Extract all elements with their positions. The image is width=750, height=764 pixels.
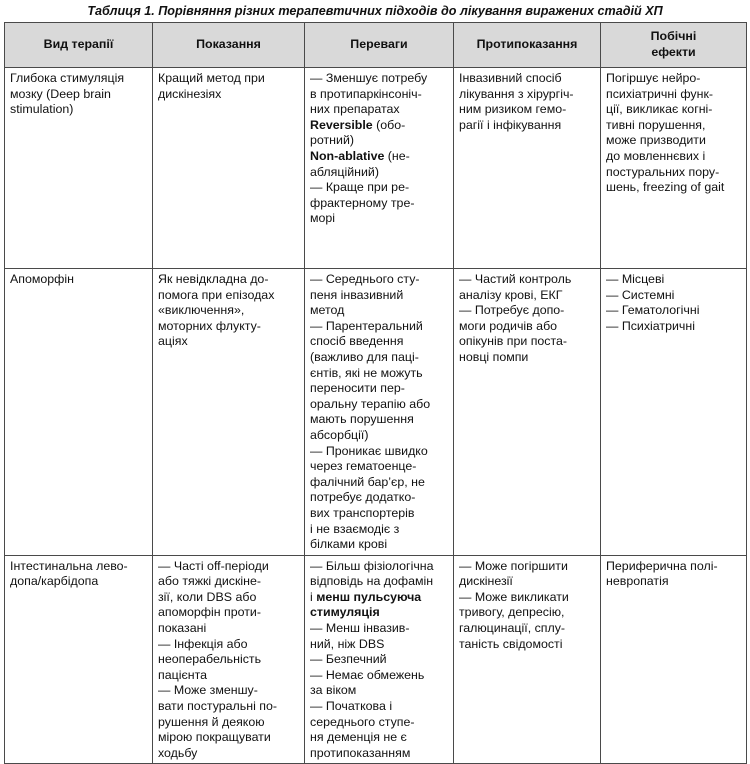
cell-line: невропатія	[606, 574, 669, 589]
therapy-comparison-table	[4, 22, 747, 764]
cell-text: (обо-	[372, 117, 406, 132]
cell-line: помога при епізодах	[158, 287, 275, 302]
header-side-effects	[601, 23, 747, 68]
cell-line: допа/карбідопа	[10, 574, 99, 589]
cell-line: фрактерному тре-	[310, 195, 415, 210]
cell-line: переносити пер-	[310, 381, 405, 396]
cell-line: Як невідкладна до-	[158, 272, 269, 286]
bold-term: Reversible	[310, 117, 373, 132]
cell-line: — Середнього сту-	[310, 272, 420, 286]
cell-line: Кращий метод при	[158, 71, 265, 85]
cell-line: Глибока стимуляція	[10, 71, 125, 85]
bold-term: стимуляція	[310, 605, 380, 620]
cell-type	[5, 555, 153, 764]
cell-advantages	[305, 68, 454, 269]
cell-line: моги родичів або	[459, 318, 558, 333]
cell-line: постуральних пору-	[606, 164, 720, 179]
cell-text: і	[310, 589, 317, 604]
table-row	[5, 68, 747, 269]
cell-line: вих транспортерів	[310, 505, 415, 520]
cell-line: — Проникає швидко	[310, 443, 428, 458]
cell-line: показані	[158, 621, 207, 636]
cell-line: stimulation)	[10, 102, 74, 117]
cell-line: — Місцеві	[606, 272, 665, 286]
header-advantages: Переваги	[305, 23, 454, 68]
cell-line: ня деменція не є	[310, 730, 407, 745]
header-contraindications: Протипоказання	[454, 23, 601, 68]
cell-side-effects	[601, 68, 747, 269]
cell-line: — Частий контроль	[459, 272, 572, 286]
cell-line: лікування з хірургіч-	[459, 86, 574, 101]
cell-indications	[153, 555, 305, 764]
cell-indications	[153, 269, 305, 556]
cell-line: дискінезіях	[158, 86, 222, 101]
cell-line: потребує додатко-	[310, 490, 416, 505]
table-row	[5, 555, 747, 764]
cell-line: — Менш інвазив-	[310, 621, 410, 636]
cell-line: «виключення»,	[158, 303, 245, 318]
cell-line: рагії і інфікування	[459, 117, 562, 132]
cell-line	[310, 590, 448, 606]
cell-line: — Краще при ре-	[310, 180, 410, 195]
header-indications: Показання	[153, 23, 305, 68]
cell-line: таність свідомості	[459, 636, 563, 651]
header-row	[5, 23, 747, 68]
cell-line: мають порушення	[310, 412, 414, 427]
cell-line: може призводити	[606, 133, 706, 148]
cell-line: апоморфін проти-	[158, 605, 261, 620]
cell-line: білками крові	[310, 537, 388, 552]
cell-line: зії, коли DBS або	[158, 589, 257, 604]
cell-line: ції, викликає когні-	[606, 102, 713, 117]
cell-line: — Системні	[606, 287, 675, 302]
cell-line: тривогу, депресію,	[459, 605, 565, 620]
cell-line: — Психіатричні	[606, 318, 695, 333]
cell-line: пацієнта	[158, 667, 208, 682]
cell-line: — Може зменшу-	[158, 683, 258, 698]
bold-term: менш пульсуюча	[316, 589, 422, 604]
cell-line: — Парентеральний	[310, 318, 423, 333]
cell-line	[310, 605, 448, 621]
cell-type	[5, 68, 153, 269]
cell-line: морі	[310, 211, 336, 226]
cell-line: дискінезії	[459, 574, 513, 589]
cell-side-effects	[601, 269, 747, 556]
cell-line: ротний)	[310, 133, 354, 148]
cell-line: Інвазивний спосіб	[459, 71, 562, 85]
cell-line: — Часті off-періоди	[158, 558, 269, 573]
cell-line: фалічний бар’єр, не	[310, 474, 425, 489]
cell-contraindications	[454, 555, 601, 764]
cell-line: тивні порушення,	[606, 117, 706, 132]
cell-line: за віком	[310, 683, 357, 698]
cell-line: новці помпи	[459, 349, 529, 364]
cell-line: абляційний)	[310, 164, 379, 179]
cell-line: спосіб введення	[310, 334, 404, 349]
cell-line: абсорбції)	[310, 427, 369, 442]
cell-line: галюцинації, сплу-	[459, 621, 566, 636]
cell-line: середнього ступе-	[310, 714, 415, 729]
cell-line: метод	[310, 303, 345, 318]
cell-line: — Може погіршити	[459, 558, 568, 573]
cell-line: — Потребує допо-	[459, 303, 565, 318]
cell-line: рушення й деякою	[158, 714, 265, 729]
cell-side-effects	[601, 555, 747, 764]
cell-advantages	[305, 269, 454, 556]
cell-line: ходьбу	[158, 745, 198, 760]
cell-line: — Більш фізіологічна	[310, 558, 434, 573]
cell-line: і не взаємодіє з	[310, 521, 400, 536]
cell-advantages	[305, 555, 454, 764]
cell-line: мірою покращувати	[158, 730, 271, 745]
cell-text: (не-	[384, 148, 410, 163]
cell-indications	[153, 68, 305, 269]
cell-line: вати постуральні по-	[158, 699, 277, 714]
cell-line: моторних флукту-	[158, 318, 261, 333]
cell-line: оральну терапію або	[310, 396, 431, 411]
cell-line	[310, 118, 448, 134]
cell-line: Периферична полі-	[606, 558, 718, 573]
cell-line: — Інфекція або	[158, 636, 248, 651]
cell-line: Інтестинальна лево-	[10, 558, 128, 573]
cell-line: — Гематологічні	[606, 303, 700, 318]
cell-line: — Початкова і	[310, 699, 393, 714]
cell-line: неоперабельність	[158, 652, 262, 667]
cell-line: шень, freezing of gait	[606, 180, 725, 195]
cell-line: опікунів при поста-	[459, 334, 568, 349]
cell-contraindications	[454, 68, 601, 269]
cell-line: (важливо для паці-	[310, 349, 419, 364]
cell-line: — Зменшує потребу	[310, 71, 428, 85]
cell-contraindications	[454, 269, 601, 556]
cell-line: Апоморфін	[10, 272, 74, 286]
cell-line: Погіршує нейро-	[606, 71, 701, 85]
cell-line: аналізу крові, ЕКГ	[459, 287, 563, 302]
table-row	[5, 269, 747, 556]
cell-line: через гематоенце-	[310, 459, 417, 474]
cell-line: них препаратах	[310, 102, 400, 117]
header-side-effects-line: ефекти	[651, 45, 696, 59]
table-caption: Таблиця 1. Порівняння різних терапевтичних підходів до лікування виражених стадій ХП	[87, 4, 663, 18]
cell-line: аціях	[158, 334, 188, 349]
cell-line: до мовленнєвих і	[606, 148, 706, 163]
header-side-effects-line: Побічні	[650, 29, 697, 44]
cell-line: ним ризиком гемо-	[459, 102, 567, 117]
cell-line	[310, 149, 448, 165]
cell-line: мозку (Deep brain	[10, 86, 111, 101]
cell-line: або тяжкі дискіне-	[158, 574, 261, 589]
header-type: Вид терапії	[5, 23, 153, 68]
bold-term: Non-ablative	[310, 148, 385, 163]
cell-line: ний, ніж DBS	[310, 636, 385, 651]
cell-line: — Може викликати	[459, 589, 569, 604]
cell-line: — Безпечний	[310, 652, 387, 667]
cell-line: єнтів, які не можуть	[310, 365, 423, 380]
cell-line: — Немає обмежень	[310, 667, 425, 682]
cell-line: відповідь на дофамін	[310, 574, 434, 589]
cell-type	[5, 269, 153, 556]
cell-line: в протипаркінсоніч-	[310, 86, 422, 101]
cell-line: протипоказанням	[310, 745, 411, 760]
cell-line: пеня інвазивний	[310, 287, 404, 302]
cell-line: психіатричні функ-	[606, 86, 714, 101]
